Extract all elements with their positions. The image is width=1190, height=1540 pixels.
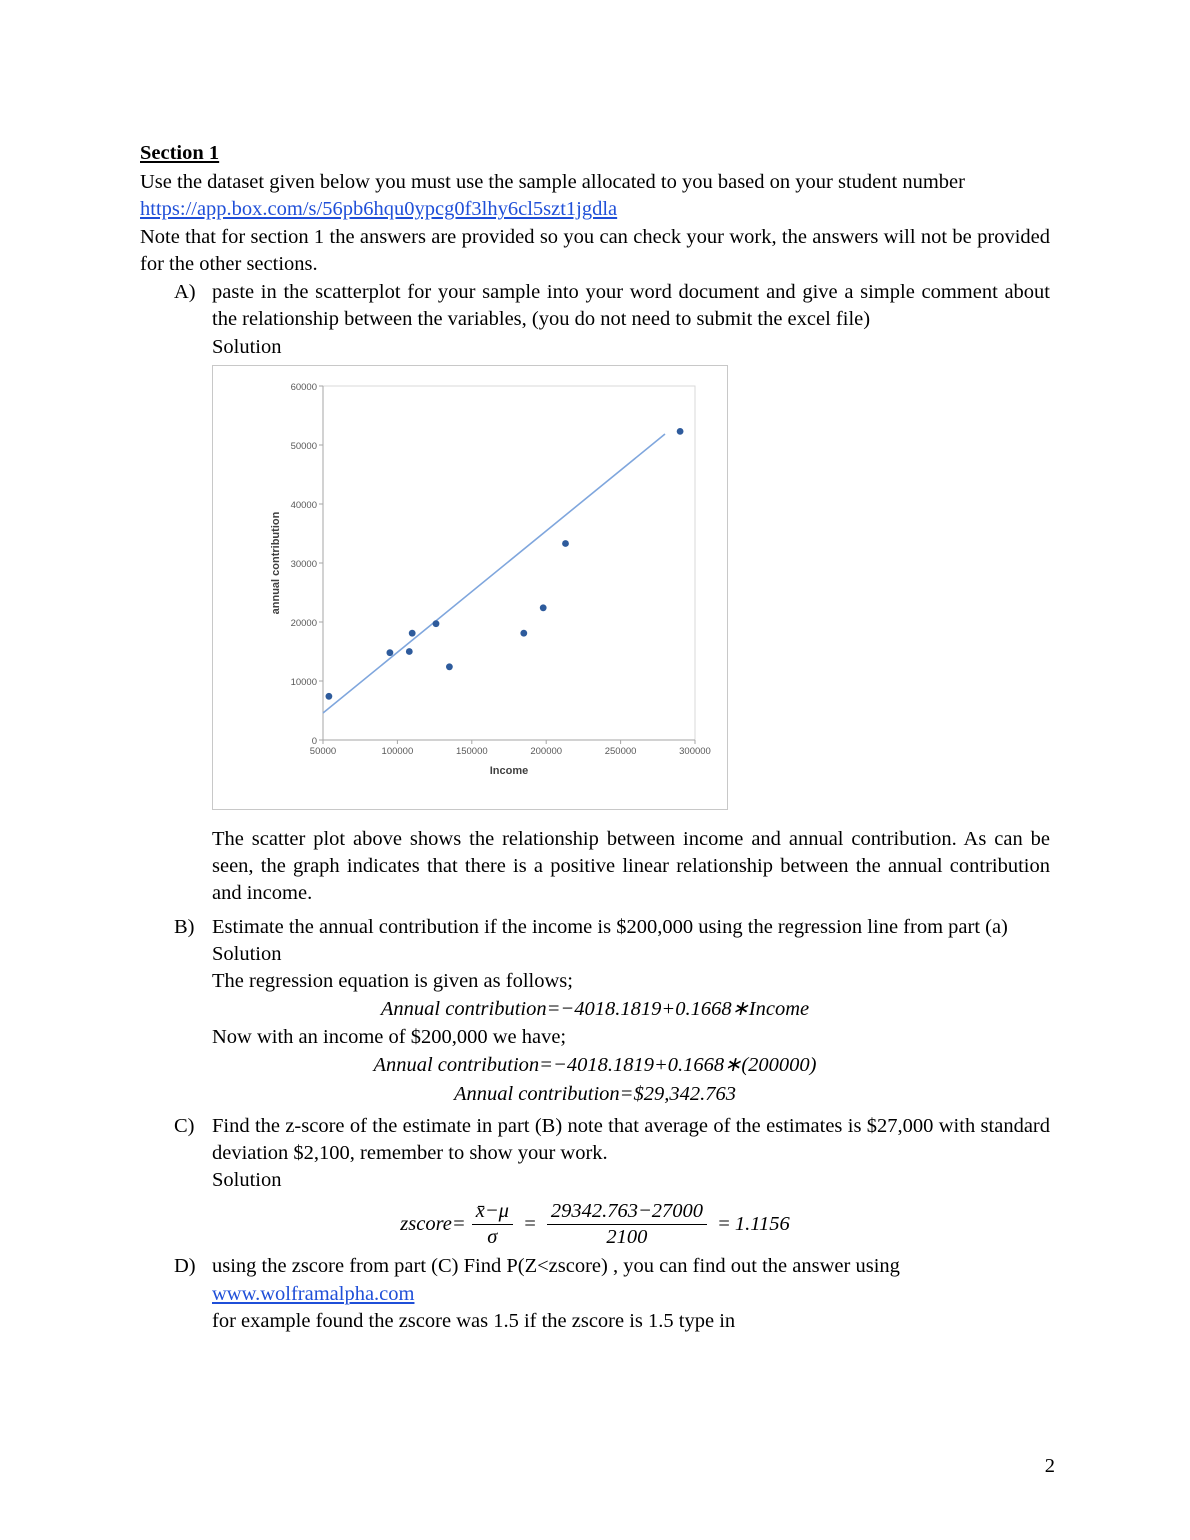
- zscore-label: zscore=: [400, 1213, 466, 1236]
- item-a-solution-label: Solution: [212, 335, 282, 358]
- item-c-solution-label: Solution: [212, 1169, 282, 1192]
- svg-text:60000: 60000: [290, 381, 317, 393]
- item-d-link-line: [212, 1281, 1050, 1308]
- svg-text:300000: 300000: [679, 745, 711, 757]
- svg-text:30000: 30000: [290, 558, 317, 570]
- item-b-text: Estimate the annual contribution if the income is $200,000 using the regression line from part (a): [212, 915, 1008, 938]
- zscore-fraction-2: [547, 1200, 707, 1249]
- item-b-equation-3: Annual contribution=$29,342.763: [453, 1082, 737, 1105]
- zscore-numerator-2: 29342.763−27000: [547, 1200, 707, 1225]
- svg-text:10000: 10000: [290, 676, 317, 688]
- chart-y-axis-label: annual contribution: [270, 511, 282, 615]
- list-item: [140, 279, 1050, 334]
- item-c-text: Find the z-score of the estimate in part (B) note that average of the estimates is $27,000 with standard deviation $2,100, remember to show your work.: [212, 1114, 1050, 1164]
- intro-paragraph-2: Note that for section 1 the answers are provided so you can check your work, the answers will not be provided for the other sections.: [140, 225, 1050, 275]
- svg-text:150000: 150000: [455, 745, 488, 757]
- item-b-equation-2: Annual contribution=−4018.1819+0.1668∗(200000): [373, 1054, 817, 1077]
- dataset-link-paragraph: [140, 196, 1050, 223]
- zscore-numerator-1: x̄−μ: [472, 1200, 513, 1225]
- svg-text:250000: 250000: [604, 745, 637, 757]
- zscore-denominator-1: σ: [487, 1226, 498, 1249]
- svg-text:200000: 200000: [530, 745, 563, 757]
- zscore-denominator-2: 2100: [606, 1226, 648, 1249]
- svg-text:100000: 100000: [381, 745, 414, 757]
- equals-sign-2: =: [717, 1213, 731, 1236]
- item-d-text-after-link: for example found the zscore was 1.5 if the zscore is 1.5 type in: [212, 1309, 736, 1332]
- item-marker-a: A): [174, 281, 196, 304]
- svg-text:0: 0: [311, 735, 317, 747]
- item-d-text: [212, 1253, 1050, 1280]
- page-number: 2: [1044, 1455, 1055, 1477]
- dataset-link[interactable]: https://app.box.com/s/56pb6hqu0ypcg0f3lhy6cl5szt1jgdla: [140, 198, 618, 221]
- svg-text:40000: 40000: [290, 499, 317, 511]
- item-marker-c: C): [174, 1114, 195, 1137]
- svg-text:50000: 50000: [309, 745, 337, 757]
- list-item: [140, 1253, 1050, 1280]
- scatterplot-svg: [213, 366, 727, 809]
- zscore-fraction-1: [472, 1200, 513, 1249]
- item-marker-b: B): [174, 915, 195, 938]
- svg-text:50000: 50000: [290, 440, 317, 452]
- equals-sign-1: =: [522, 1213, 537, 1236]
- chart-x-axis-label: Income: [489, 764, 529, 777]
- item-b-solution-label: Solution: [212, 942, 282, 965]
- zscore-result: 1.1156: [734, 1213, 790, 1236]
- section-heading: Section 1: [140, 142, 220, 164]
- question-list: [140, 279, 1050, 1335]
- item-a-comment: The scatter plot above shows the relationship between income and annual contribution. As can be seen, the graph indicates that there is a positive linear relationship between the annual contribution and income.: [212, 827, 1050, 905]
- scatterplot-figure: [212, 365, 728, 810]
- item-c-formula: [140, 1200, 1050, 1249]
- item-marker-d: D): [174, 1255, 196, 1278]
- svg-text:20000: 20000: [290, 617, 317, 629]
- item-b-equation-1: Annual contribution=−4018.1819+0.1668∗Income: [380, 998, 810, 1021]
- list-item: [140, 1113, 1050, 1168]
- list-item: [140, 914, 1050, 941]
- intro-paragraph-1: Use the dataset given below you must use the sample allocated to you based on your student number: [140, 171, 965, 194]
- item-d-text-before-link: using the zscore from part (C) Find P(Z<zscore) , you can find out the answer using: [212, 1255, 900, 1278]
- item-a-text: paste in the scatterplot for your sample into your word document and give a simple comment about the relationship between the variables, (you do not need to submit the excel file): [212, 281, 1050, 331]
- item-b-line-2: Now with an income of $200,000 we have;: [212, 1025, 567, 1048]
- item-b-line-1: The regression equation is given as follows;: [212, 970, 573, 993]
- wolframalpha-link[interactable]: www.wolframalpha.com: [212, 1282, 415, 1305]
